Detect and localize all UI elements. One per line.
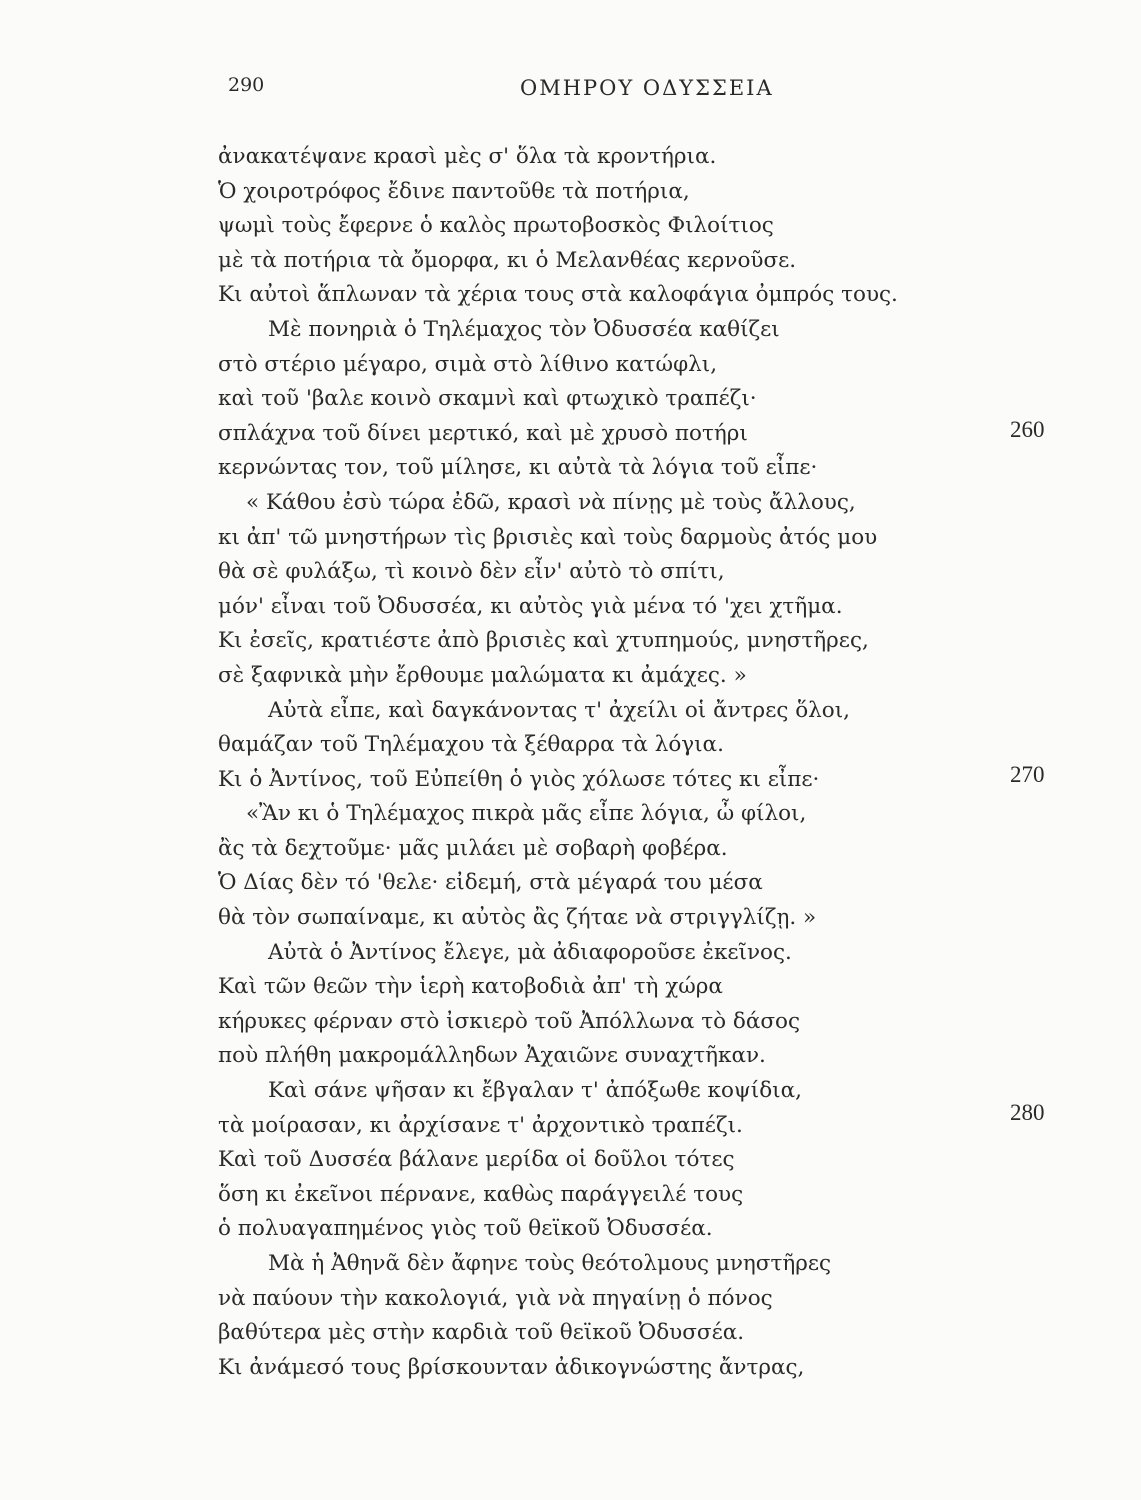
verse-line: Κι ὁ Ἀντίνος, τοῦ Εὐπείθη ὁ γιὸς χόλωσε τότες κι εἶπε· (218, 766, 820, 792)
verse-line: κι ἀπ' τῶ μνηστήρων τὶς βρισιὲς καὶ τοὺς δαρμοὺς ἀτός μου (218, 524, 878, 550)
line-number: 270 (1010, 762, 1045, 787)
page-header (0, 68, 1141, 108)
verse-line: ἀνακατέψανε κρασὶ μὲς σ' ὅλα τὰ κροντήρια. (218, 144, 717, 169)
line-number: 260 (1010, 417, 1045, 442)
verse-line: Κι ἀνάμεσό τους βρίσκουνταν ἀδικογνώστης ἄντρας, (218, 1354, 805, 1380)
verse-line: μόν' εἶναι τοῦ Ὀδυσσέα, κι αὐτὸς γιὰ μένα τό 'χει χτῆμα. (218, 593, 843, 619)
verse-line: θὰ σὲ φυλάξω, τὶ κοινὸ δὲν εἶν' αὐτὸ τὸ σπίτι, (218, 559, 725, 585)
verse-line: Καὶ τοῦ Δυσσέα βάλανε μερίδα οἱ δοῦλοι τότες (218, 1147, 735, 1173)
verse-line: σπλάχνα τοῦ δίνει μερτικό, καὶ μὲ χρυσὸ ποτήρι (218, 420, 748, 446)
poem-text (218, 140, 1018, 1385)
verse-line: Κι ἐσεῖς, κρατιέστε ἀπὸ βρισιὲς καὶ χτυπημούς, μνηστῆρες, (218, 628, 869, 654)
verse-line: ποὺ πλήθη μακρομάλληδων Ἀχαιῶνε συναχτῆκαν. (218, 1043, 766, 1069)
verse-line: Ὁ χοιροτρόφος ἔδινε παντοῦθε τὰ ποτήρια, (218, 178, 690, 204)
verse-line: Μὲ πονηριὰ ὁ Τηλέμαχος τὸν Ὀδυσσέα καθίζει (268, 316, 780, 342)
verse-line: θὰ τὸν σωπαίναμε, κι αὐτὸς ἂς ζήταε νὰ στριγγλίζῃ. » (218, 905, 817, 931)
line-number: 280 (1010, 1100, 1045, 1125)
verse-line: τὰ μοίρασαν, κι ἀρχίσανε τ' ἀρχοντικὸ τραπέζι. (218, 1112, 743, 1138)
verse-line: Καὶ σάνε ψῆσαν κι ἔβγαλαν τ' ἀπόξωθε κοψίδια, (268, 1078, 802, 1104)
verse-line: θαμάζαν τοῦ Τηλέμαχου τὰ ξέθαρρα τὰ λόγια. (218, 732, 724, 758)
verse-line: νὰ παύουν τὴν κακολογιά, γιὰ νὰ πηγαίνῃ ὁ πόνος (218, 1285, 773, 1311)
verse-line: ψωμὶ τοὺς ἔφερνε ὁ καλὸς πρωτοβοσκὸς Φιλοίτιος (218, 213, 774, 239)
verse-line: ὅση κι ἐκεῖνοι πέρνανε, καθὼς παράγγειλέ τους (218, 1181, 744, 1207)
verse-line: ὁ πολυαγαπημένος γιὸς τοῦ θεϊκοῦ Ὀδυσσέα. (218, 1216, 713, 1242)
verse-line: Αὐτὰ εἶπε, καὶ δαγκάνοντας τ' ἀχείλι οἱ ἄντρες ὅλοι, (268, 697, 850, 723)
verse-line: κήρυκες φέρναν στὸ ἰσκιερὸ τοῦ Ἀπόλλωνα τὸ δάσος (218, 1008, 801, 1034)
verse-line: κερνώντας τον, τοῦ μίλησε, κι αὐτὰ τὰ λόγια τοῦ εἶπε· (218, 455, 818, 481)
verse-line: Μὰ ἡ Ἀθηνᾶ δὲν ἄφηνε τοὺς θεότολμους μνηστῆρες (268, 1251, 832, 1276)
verse-line: ἂς τὰ δεχτοῦμε· μᾶς μιλάει μὲ σοβαρὴ φοβέρα. (218, 835, 728, 861)
verse-line: μὲ τὰ ποτήρια τὰ ὄμορφα, κι ὁ Μελανθέας κερνοῦσε. (218, 247, 797, 273)
verse-line: σὲ ξαφνικὰ μὴν ἔρθουμε μαλώματα κι ἀμάχες. » (218, 662, 747, 688)
running-title: ΟΜΗΡΟΥ ΟΔΥΣΣΕΙΑ (520, 76, 774, 100)
verse-line: στὸ στέριο μέγαρο, σιμὰ στὸ λίθινο κατώφλι, (218, 351, 718, 377)
verse-line: « Κάθου ἐσὺ τώρα ἐδῶ, κρασὶ νὰ πίνῃς μὲ τοὺς ἄλλους, (246, 489, 856, 515)
verse-line: καὶ τοῦ 'βαλε κοινὸ σκαμνὶ καὶ φτωχικὸ τραπέζι· (218, 386, 757, 412)
verse-line: Ὁ Δίας δὲν τό 'θελε· εἰδεμή, στὰ μέγαρά του μέσα (218, 870, 763, 896)
verse-line: Κι αὐτοὶ ἅπλωναν τὰ χέρια τους στὰ καλοφάγια ὀμπρός τους. (218, 282, 898, 308)
verse-line: Καὶ τῶν θεῶν τὴν ἱερὴ κατοβοδιὰ ἀπ' τὴ χώρα (218, 974, 723, 1000)
page-number: 290 (228, 74, 265, 96)
verse-line: Αὐτὰ ὁ Ἀντίνος ἔλεγε, μὰ ἀδιαφοροῦσε ἐκεῖνος. (268, 939, 792, 965)
verse-line: «Ἂν κι ὁ Τηλέμαχος πικρὰ μᾶς εἶπε λόγια, ὦ φίλοι, (246, 801, 807, 827)
verse-line: βαθύτερα μὲς στὴν καρδιὰ τοῦ θεϊκοῦ Ὀδυσσέα. (218, 1320, 745, 1346)
